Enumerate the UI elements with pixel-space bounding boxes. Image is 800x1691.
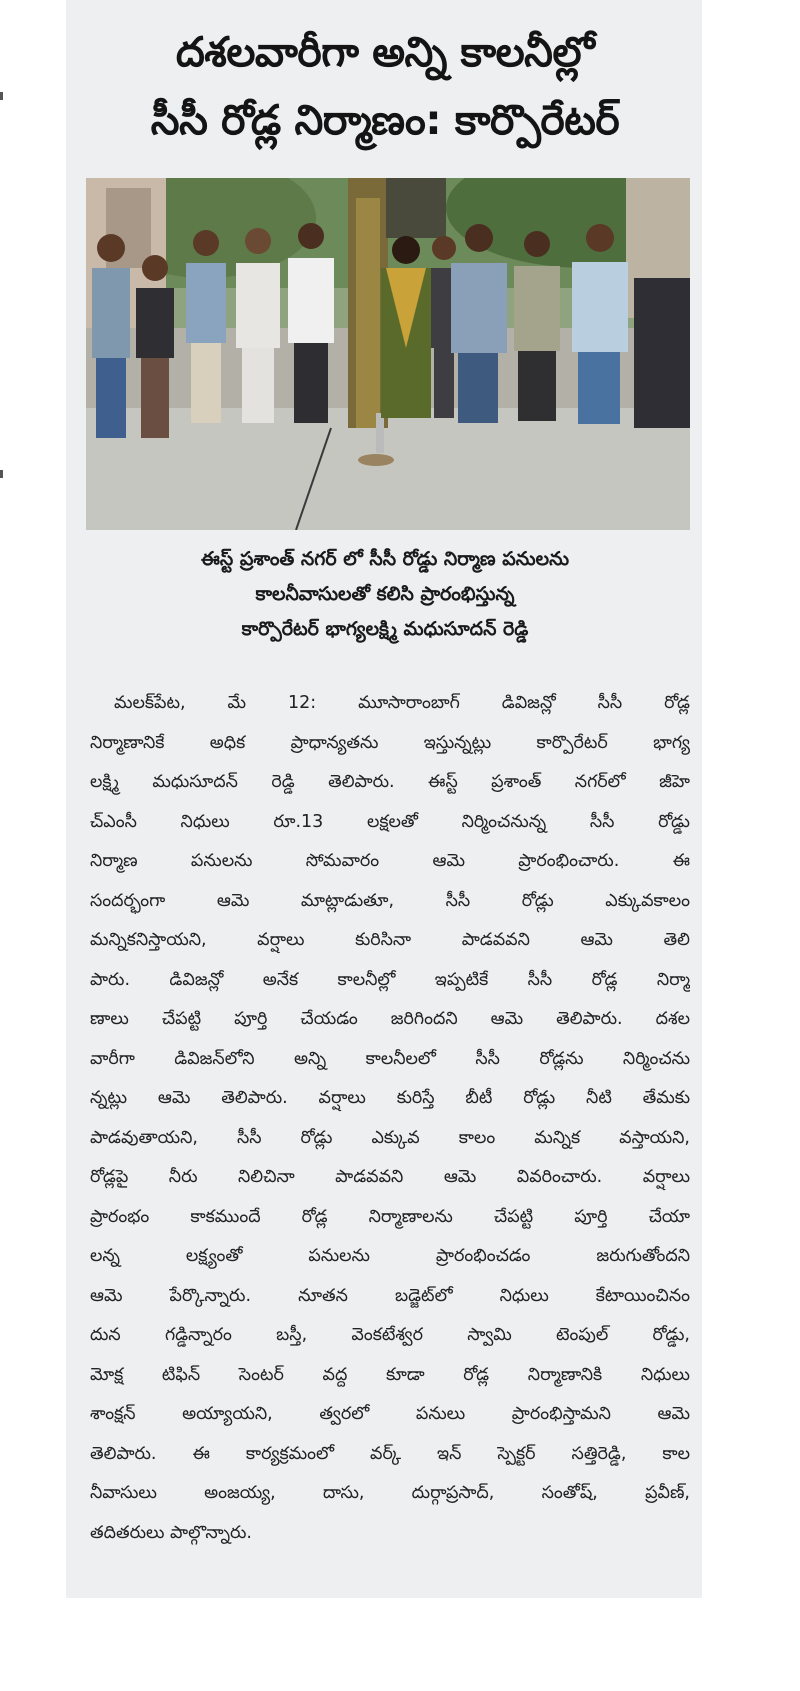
body-line: ణాలు చేపట్టి పూర్తి చేయడం జరిగిందని ఆమె తెలిపారు. దశల [90,1009,690,1029]
photo-illustration [86,178,690,530]
article-headline [70,18,700,154]
margin-mark [0,92,3,100]
headline-line-1: దశలవారీగా అన్ని కాలనీల్లో [175,28,595,76]
body-line: తదితరులు పాల్గొన్నారు. [90,1522,252,1543]
body-line: సందర్భంగా ఆమె మాట్లాడుతూ, సీసీ రోడ్లు ఎక్కువకాలం [90,890,690,911]
body-line: పారు. డివిజన్లో అనేక కాలనీల్లో ఇప్పటికే సీసీ రోడ్ల నిర్మా [90,969,690,990]
body-line: మలక్‌పేట, మే 12: మూసారాంబాగ్ డివిజన్లో సీసీ రోడ్ల [114,693,690,713]
body-line: మన్నికనిస్తాయని, వర్షాలు కురిసినా పాడవవని ఆమె తెలి [90,930,690,950]
body-line: దున గడ్డిన్నారం బస్తీ, వెంకటేశ్వర స్వామి టెంపుల్ రోడ్డు, [90,1325,690,1345]
article-photo [86,178,690,530]
article-body [90,684,690,1553]
margin-mark [0,470,3,478]
body-line: నిర్మాణానికే అధిక ప్రాధాన్యతను ఇస్తున్నట్లు కార్పొరేటర్ భాగ్య [90,732,690,753]
caption-line-3: కార్పొరేటర్ భాగ్యలక్ష్మి మధుసూదన్ రెడ్డి [241,618,529,640]
body-line: చ్ఎంసీ నిధులు రూ.13 లక్షలతో నిర్మించనున్న సీసీ రోడ్డు [90,811,690,832]
cut-off-text-fragment [360,0,420,6]
body-line: న్నట్లు ఆమె తెలిపారు. వర్షాలు కురిస్తే బీటీ రోడ్లు నీటి తేమకు [90,1088,690,1108]
photo-caption [80,542,690,647]
body-line: నిర్మాణ పనులను సోమవారం ఆమె ప్రారంభించారు. ఈ [90,851,690,871]
body-line: పాడవుతాయని, సీసీ రోడ్లు ఎక్కువ కాలం మన్నిక వస్తాయని, [90,1127,690,1148]
body-line: రోడ్లపై నీరు నిలిచినా పాడవవని ఆమె వివరించారు. వర్షాలు [90,1167,690,1187]
body-line: నీవాసులు అంజయ్య, దాసు, దుర్గాప్రసాద్, సంతోష్, ప్రవీణ్, [90,1483,690,1503]
body-line: లక్ష్మి మధుసూదన్ రెడ్డి తెలిపారు. ఈస్ట్ ప్రశాంత్ నగర్‌లో జీహె [90,772,690,792]
headline-line-2: సీసీ రోడ్ల నిర్మాణం: కార్పొరేటర్ [150,96,620,144]
caption-line-2: కాలనీవాసులతో కలిసి ప్రారంభిస్తున్న [255,583,515,605]
body-line: ప్రారంభం కాకముందే రోడ్ల నిర్మాణాలను చేపట్టి పూర్తి చేయా [90,1206,690,1227]
body-line: లన్న లక్ష్యంతో పనులను ప్రారంభించడం జరుగుతోందని [90,1246,690,1266]
body-line: వారీగా డివిజన్‌లోని అన్ని కాలనీలలో సీసీ రోడ్లను నిర్మించను [90,1048,690,1069]
body-line: శాంక్షన్ అయ్యాయని, త్వరలో పనులు ప్రారంభిస్తామని ఆమె [90,1404,690,1424]
body-line: తెలిపారు. ఈ కార్యక్రమంలో వర్క్ ఇన్ స్పెక్టర్ సత్తిరెడ్డి, కాల [90,1443,690,1464]
body-line: ఆమె పేర్కొన్నారు. నూతన బడ్జెట్‌లో నిధులు కేటాయించినం [90,1285,690,1306]
caption-line-1: ఈస్ట్ ప్రశాంత్ నగర్ లో సీసీ రోడ్డు నిర్మాణ పనులను [200,548,570,570]
body-line: మోక్ష టిఫిన్ సెంటర్ వద్ద కూడా రోడ్ల నిర్మాణానికి నిధులు [90,1364,690,1385]
